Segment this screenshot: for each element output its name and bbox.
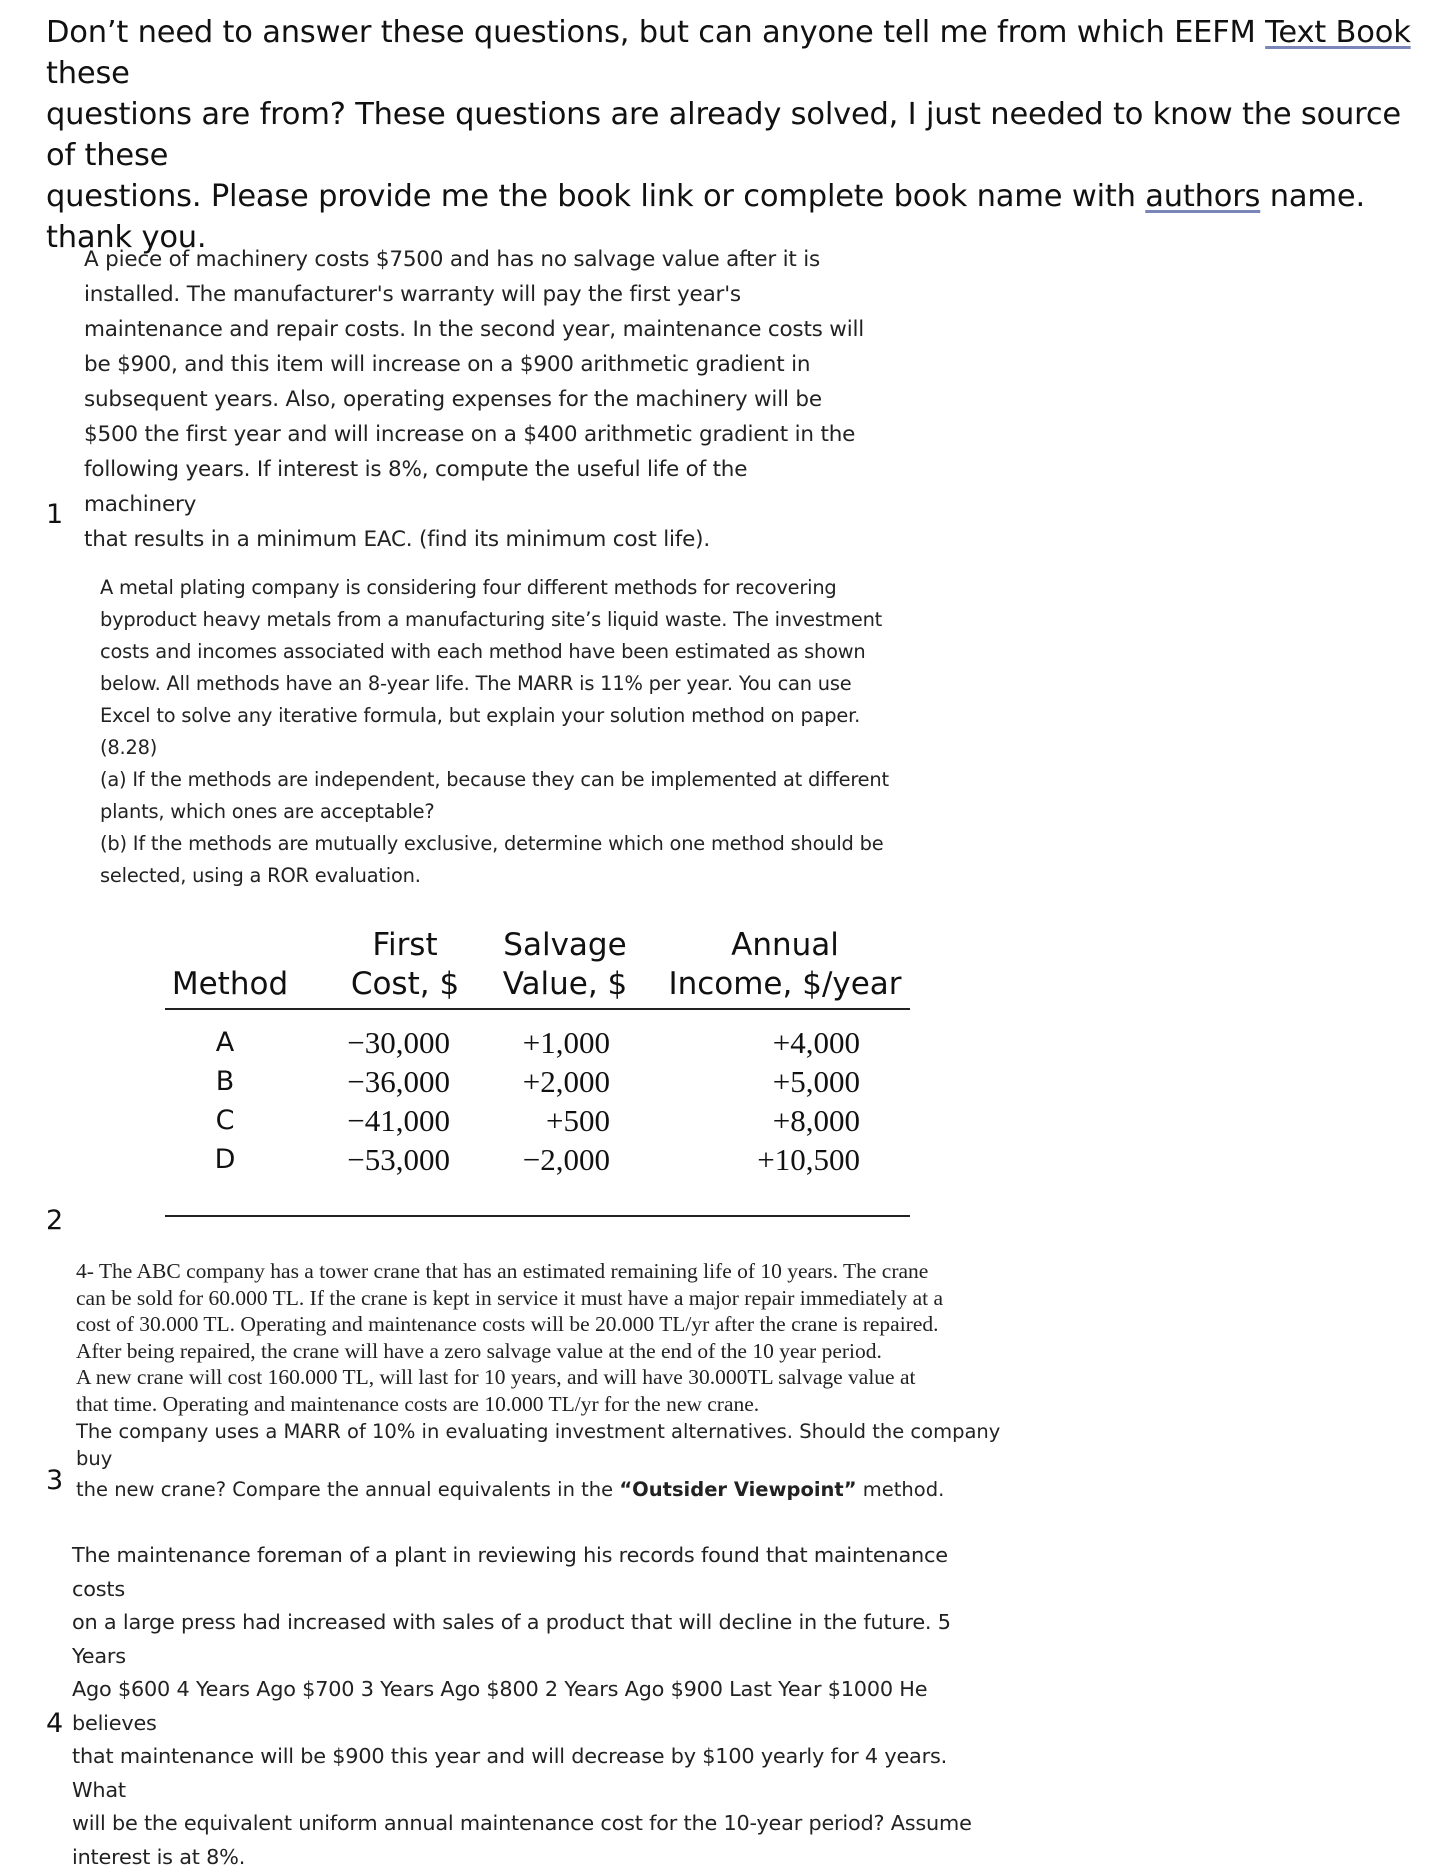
methods-table [150,922,910,1222]
q3-text: method. [857,1478,945,1501]
q3-line: can be sold for 60.000 TL. If the crane is kept in service it must have a major repair immediately at a [76,1285,1026,1312]
q1-line: following years. If interest is 8%, compute the useful life of the machinery [84,452,864,522]
question-1-text [84,242,864,557]
table-bottom-rule [165,1215,910,1217]
question-3-text [76,1258,1026,1504]
method-cell: C [205,1101,245,1140]
q1-line: installed. The manufacturer's warranty will pay the first year's [84,277,864,312]
salvage-cell: −2,000 [460,1140,610,1179]
question-2-text [100,572,890,892]
text-book-link[interactable]: Text Book [1265,15,1411,50]
first-cost-cell: −53,000 [300,1140,450,1179]
intro-text: questions. Please provide me the book link or complete book name with [46,179,1145,214]
income-cell: +10,500 [710,1140,860,1179]
q3-line: The company uses a MARR of 10% in evaluating investment alternatives. Should the company buy [76,1419,1026,1472]
q2-line: (a) If the methods are independent, because they can be implemented at different [100,764,890,796]
question-4-text [72,1539,1002,1874]
salvage-cell: +500 [460,1101,610,1140]
q3-line: that time. Operating and maintenance costs are 10.000 TL/yr for the new crane. [76,1391,1026,1418]
income-cell: +4,000 [710,1023,860,1062]
q2-line: byproduct heavy metals from a manufacturing site’s liquid waste. The investment [100,604,890,636]
salvage-cell: +1,000 [460,1023,610,1062]
method-cell: D [205,1140,245,1179]
question-1-number: 1 [46,500,63,530]
q3-line: A new crane will cost 160.000 TL, will last for 10 years, and will have 30.000TL salvage value at [76,1364,1026,1391]
q4-line: that maintenance will be $900 this year and will decrease by $100 yearly for 4 years. What [72,1740,1002,1807]
header-method: Method [160,964,300,1004]
intro-paragraph [46,12,1416,258]
q4-line: on a large press had increased with sales of a product that will decline in the future. 5 Years [72,1606,1002,1673]
question-3-number: 3 [46,1466,63,1496]
first-cost-cell: −41,000 [300,1101,450,1140]
header-first-cost-1: First [330,925,480,965]
method-cell: A [205,1023,245,1062]
q3-line: 4- The ABC company has a tower crane that has an estimated remaining life of 10 years. The crane [76,1258,1026,1285]
header-salvage-2: Value, $ [490,964,640,1004]
outsider-viewpoint-label: “Outsider Viewpoint” [619,1478,856,1501]
q2-line: costs and incomes associated with each method have been estimated as shown [100,636,890,668]
q2-line: A metal plating company is considering four different methods for recovering [100,572,890,604]
question-4-number: 4 [46,1709,63,1739]
authors-link[interactable]: authors [1145,179,1260,214]
q1-line: be $900, and this item will increase on a $900 arithmetic gradient in [84,347,864,382]
first-cost-cell: −30,000 [300,1023,450,1062]
income-cell: +5,000 [710,1062,860,1101]
intro-text: these [46,56,130,91]
table-header-rule [165,1008,910,1010]
question-2-number: 2 [46,1206,63,1236]
header-first-cost-2: Cost, $ [330,964,480,1004]
q2-line: below. All methods have an 8-year life. The MARR is 11% per year. You can use [100,668,890,700]
method-cell: B [205,1062,245,1101]
income-cell: +8,000 [710,1101,860,1140]
q2-line: Excel to solve any iterative formula, but explain your solution method on paper. [100,700,890,732]
first-cost-cell: −36,000 [300,1062,450,1101]
q3-line [76,1477,1026,1504]
intro-line-2: questions are from? These questions are already solved, I just needed to know the source of these [46,94,1416,176]
q2-line: (8.28) [100,732,890,764]
q4-line: Ago $600 4 Years Ago $700 3 Years Ago $800 2 Years Ago $900 Last Year $1000 He believes [72,1673,1002,1740]
header-salvage-1: Salvage [490,925,640,965]
header-income-1: Annual [660,925,910,965]
intro-text: name. thank you. [46,179,1365,255]
q4-line: will be the equivalent uniform annual maintenance cost for the 10-year period? Assume [72,1807,1002,1841]
q2-line: (b) If the methods are mutually exclusive, determine which one method should be [100,828,890,860]
header-income-2: Income, $/year [660,964,910,1004]
q1-line: maintenance and repair costs. In the second year, maintenance costs will [84,312,864,347]
q1-line: subsequent years. Also, operating expenses for the machinery will be [84,382,864,417]
intro-line-1 [46,12,1416,94]
q1-line: A piece of machinery costs $7500 and has no salvage value after it is [84,242,864,277]
q1-line: that results in a minimum EAC. (find its minimum cost life). [84,522,864,557]
q3-text: the new crane? Compare the annual equivalents in the [76,1478,619,1501]
intro-text: Don’t need to answer these questions, but can anyone tell me from which EEFM [46,15,1265,50]
q3-line: After being repaired, the crane will have a zero salvage value at the end of the 10 year period. [76,1338,1026,1365]
q3-line: cost of 30.000 TL. Operating and maintenance costs will be 20.000 TL/yr after the crane is repaired. [76,1311,1026,1338]
q4-line: interest is at 8%. [72,1841,1002,1874]
salvage-cell: +2,000 [460,1062,610,1101]
q1-line: $500 the first year and will increase on a $400 arithmetic gradient in the [84,417,864,452]
q2-line: selected, using a ROR evaluation. [100,860,890,892]
q2-line: plants, which ones are acceptable? [100,796,890,828]
q4-line: The maintenance foreman of a plant in reviewing his records found that maintenance costs [72,1539,1002,1606]
